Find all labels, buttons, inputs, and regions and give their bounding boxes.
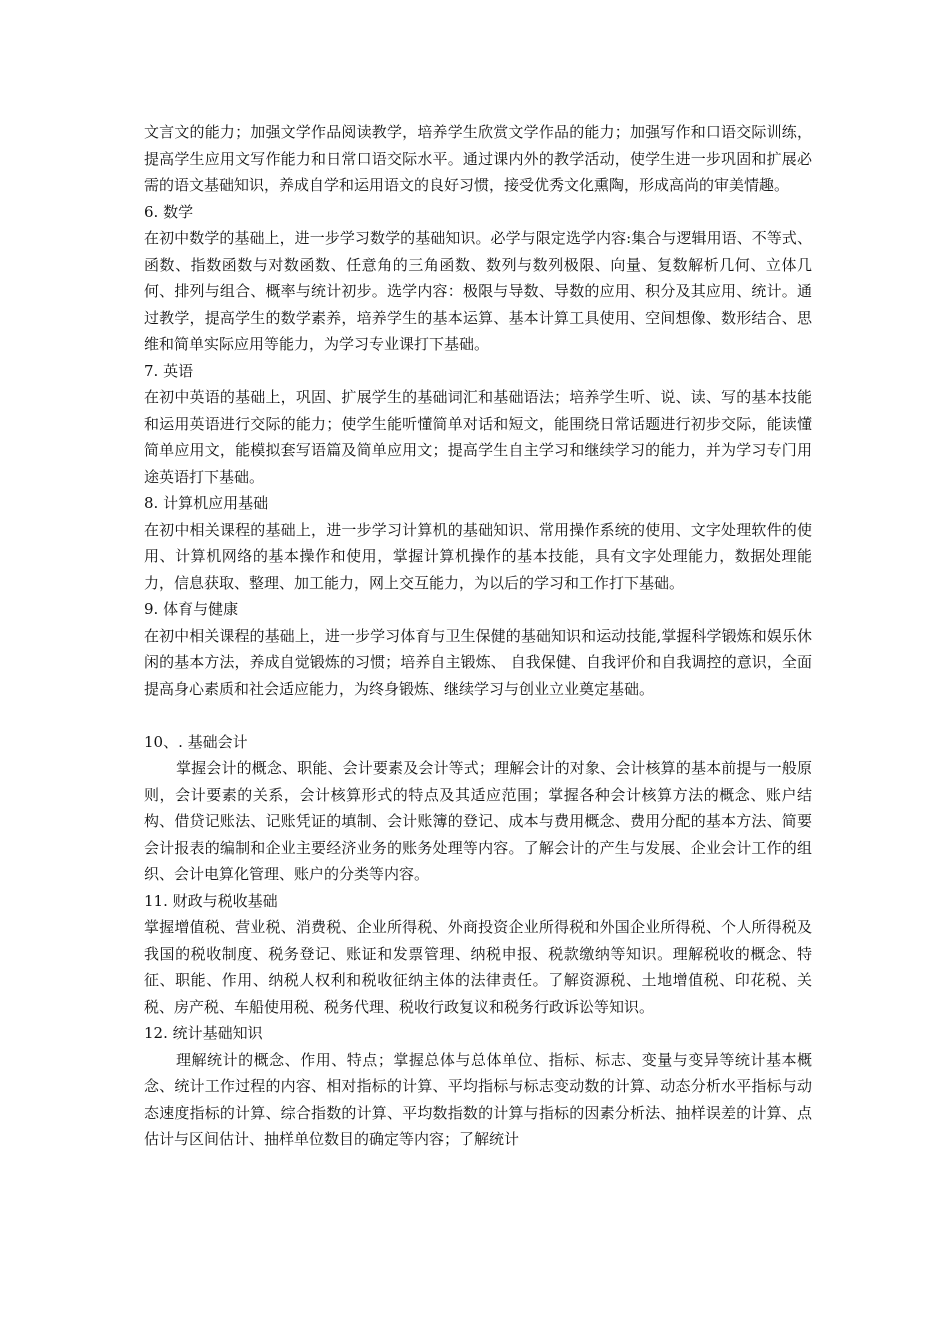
heading-statistics: 12. 统计基础知识 <box>144 1024 263 1042</box>
paragraph-basic-accounting: 掌握会计的概念、职能、会计要素及会计等式；理解会计的对象、会计核算的基本前提与一般原则，会计要素的关系，会计核算形式的特点及其适应范围；掌握各种会计核算方法的概念、账户结构、借贷记账法、记账凭证的填制、会计账簿的登记、成本与费用概念、费用分配的基本方法、简要会计报表的编制和企业主要经济业务的账务处理等内容。了解会计的产生与发展、企业会计工作的组织、会计电算化管理、账户的分类等内容。 <box>144 759 812 883</box>
heading-basic-accounting: 10、. 基础会计 <box>144 732 248 751</box>
heading-computer: 8. 计算机应用基础 <box>144 494 269 512</box>
heading-math: 6. 数学 <box>144 202 194 221</box>
paragraph-math: 在初中数学的基础上，进一步学习数学的基础知识。必学与限定选学内容:集合与逻辑用语、不等式、函数、指数函数与对数函数、任意角的三角函数、数列与数列极限、向量、复数解析几何、立体几何、排列与组合、概率与统计初步。选学内容：极限与导数、导数的应用、积分及其应用、统计。通过教学，提高学生的数学素养，培养学生的基本运算、基本计算工具使用、空间想像、数形结合、思维和简单实际应用等能力，为学习专业课打下基础。 <box>144 229 812 353</box>
heading-english: 7. 英语 <box>144 361 194 380</box>
paragraph-statistics: 理解统计的概念、作用、特点；掌握总体与总体单位、指标、标志、变量与变异等统计基本概念、统计工作过程的内容、相对指标的计算、平均指标与标志变动数的计算、动态分析水平指标与动态速度指标的计算、综合指数的计算、平均数指数的计算与指标的因素分析法、抽样误差的计算、点估计与区间估计、抽样单位数目的确定等内容；了解统计 <box>144 1050 812 1148</box>
paragraph-chinese-continued: 文言文的能力；加强文学作品阅读教学，培养学生欣赏文学作品的能力；加强写作和口语交际训练，提高学生应用文写作能力和日常口语交际水平。通过课内外的教学活动，使学生进一步巩固和扩展必需的语文基础知识，养成自学和运用语文的良好习惯，接受优秀文化熏陶，形成高尚的审美情趣。 <box>144 123 812 194</box>
heading-pe-health: 9. 体育与健康 <box>144 600 239 618</box>
paragraph-finance-tax: 掌握增值税、营业税、消费税、企业所得税、外商投资企业所得税和外国企业所得税、个人所得税及我国的税收制度、税务登记、账证和发票管理、纳税申报、税款缴纳等知识。理解税收的概念、特征、职能、作用、纳税人权利和税收征纳主体的法律责任。了解资源税、土地增值税、印花税、关税、房产税、车船使用税、税务代理、税收行政复议和税务行政诉讼等知识。 <box>144 918 812 1016</box>
heading-finance-tax: 11. 财政与税收基础 <box>144 891 278 910</box>
document-body <box>144 119 812 1153</box>
blank-line <box>144 702 812 729</box>
paragraph-english: 在初中英语的基础上，巩固、扩展学生的基础词汇和基础语法；培养学生听、说、读、写的基本技能和运用英语进行交际的能力；使学生能听懂简单对话和短文，能围绕日常话题进行初步交际，能读懂简单应用文，能模拟套写语篇及简单应用文；提高学生自主学习和继续学习的能力，并为学习专门用途英语打下基础。 <box>144 388 812 486</box>
paragraph-pe-health: 在初中相关课程的基础上，进一步学习体育与卫生保健的基础知识和运动技能,掌握科学锻炼和娱乐休闲的基本方法，养成自觉锻炼的习惯；培养自主锻炼、 自我保健、自我评价和自我调控的意识，全面提高身心素质和社会适应能力，为终身锻炼、继续学习与创业立业奠定基础。 <box>144 626 812 698</box>
paragraph-computer: 在初中相关课程的基础上，进一步学习计算机的基础知识、常用操作系统的使用、文字处理软件的使用、计算机网络的基本操作和使用，掌握计算机操作的基本技能，具有文字处理能力，数据处理能力，信息获取、整理、加工能力，网上交互能力，为以后的学习和工作打下基础。 <box>144 520 812 592</box>
